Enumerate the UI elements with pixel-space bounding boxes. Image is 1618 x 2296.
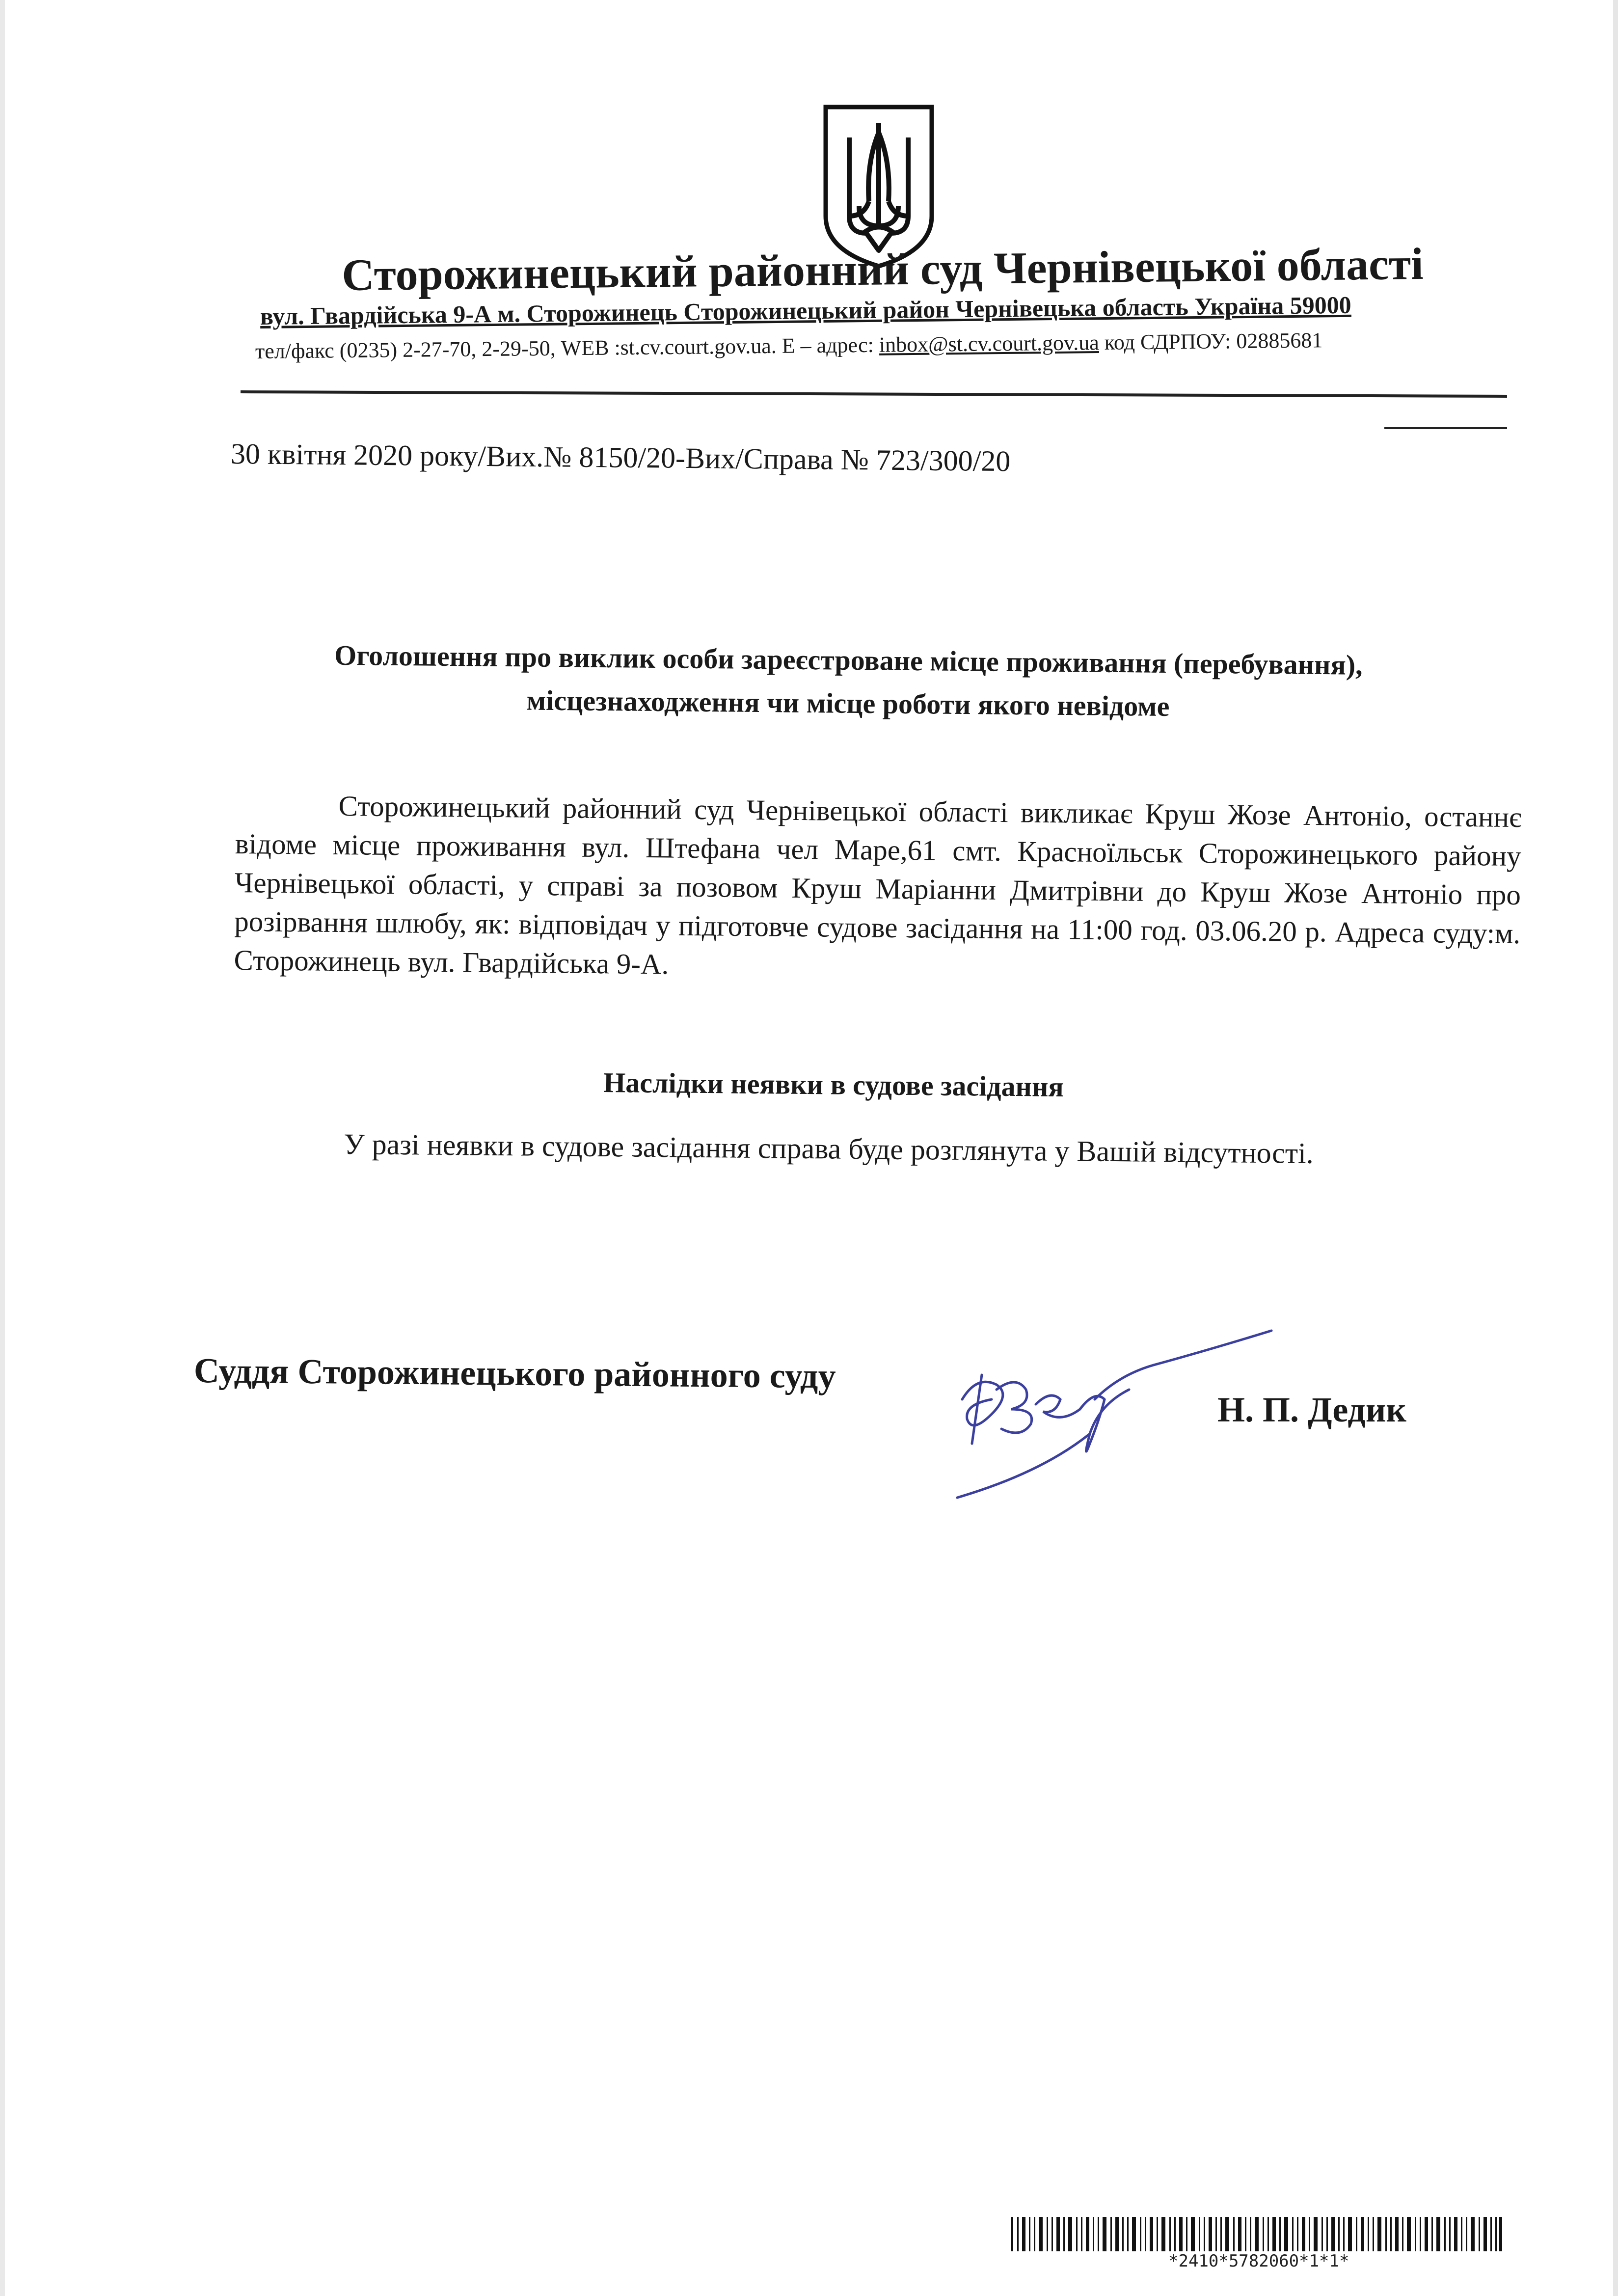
barcode-text: *2410*5782060*1*1*: [1168, 2251, 1349, 2271]
contacts-suffix: код СДРПОУ: 02885681: [1099, 328, 1323, 355]
header-divider: [241, 390, 1507, 398]
court-name: Сторожинецький районний суд Чернівецької області: [341, 238, 1424, 300]
contacts-prefix: тел/факс (0235) 2-27-70, 2-29-50, WEB :st.cv.court.gov.ua. E – адрес:: [255, 332, 880, 363]
notice-title: [0, 630, 1618, 733]
barcode-icon: [1011, 2217, 1502, 2251]
notice-title-line1: Оголошення про виклик особи зареєстроване місце проживання (перебування),: [334, 639, 1363, 681]
notice-title-line2: місцезнаходження чи місце роботи якого невідоме: [526, 684, 1170, 723]
court-contacts: [255, 326, 1532, 364]
court-address: вул. Гвардійська 9-А м. Сторожинець Сторожинецький район Чернівецька область Україна 59000: [260, 291, 1351, 330]
reference-line: 30 квітня 2020 року/Вих.№ 8150/20-Вих/Справа № 723/300/20: [230, 437, 1011, 478]
notice-body-text: Сторожинецький районний суд Чернівецької області викликає Круш Жозе Антоніо, останнє відоме місце проживання вул. Штефана чел Маре,61 смт. Красноїльськ Сторожинецького району Чернівецької області, у справі за позовом Круш Маріанни Дмитрівни до Круш Жозе Антоніо про розірвання шлюбу, як: відповідач у підготовче судове засідання на 11:00 год. 03.06.20 р. Адреса суду:м. Сторожинець вул. Гвардійська 9-А.: [234, 790, 1522, 981]
consequences-title: Наслідки неявки в судове засідання: [603, 1066, 1064, 1103]
court-email-link[interactable]: inbox@st.cv.court.gov.ua: [879, 330, 1099, 357]
judge-title: Суддя Сторожинецького районного суду: [193, 1351, 836, 1396]
header-divider-short: [1384, 427, 1507, 429]
judge-name: Н. П. Дедик: [1217, 1390, 1406, 1429]
consequences-text: У разі неявки в судове засідання справа буде розглянута у Вашій відсутності.: [343, 1127, 1314, 1170]
notice-body: [234, 786, 1522, 992]
